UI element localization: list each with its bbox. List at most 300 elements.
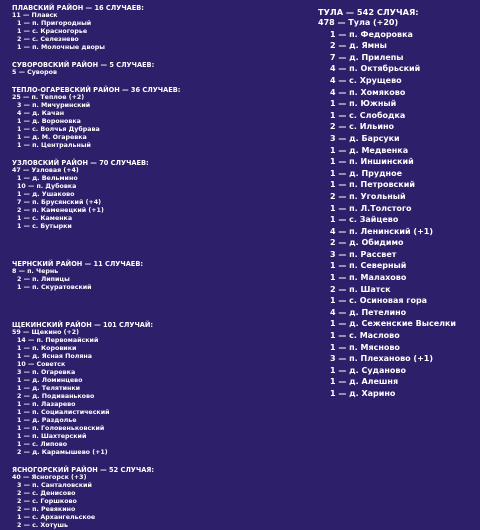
dash-separator: — xyxy=(21,284,33,291)
dash-separator: — xyxy=(21,433,33,440)
case-count: 4 xyxy=(330,307,336,317)
case-count: 2 xyxy=(17,207,22,214)
district-header: ЧЕРНСКИЙ РАЙОН — 11 СЛУЧАЕВ: xyxy=(12,260,143,268)
locality-name: п. Шатск xyxy=(349,284,391,294)
dash-separator: — xyxy=(21,353,33,360)
dash-separator: — xyxy=(335,29,350,39)
case-count: 2 xyxy=(17,490,22,497)
case-row xyxy=(318,237,478,249)
district-section xyxy=(12,159,237,231)
case-count: 7 xyxy=(17,199,22,206)
locality-name: д. Харино xyxy=(349,389,396,398)
case-count: 1 xyxy=(17,20,22,27)
dash-separator: — xyxy=(21,20,33,27)
left-column xyxy=(12,4,237,530)
dash-separator: — xyxy=(21,393,33,400)
locality-name: д. Петелино xyxy=(349,307,407,317)
dash-separator: — xyxy=(21,498,33,505)
dash-separator: — xyxy=(335,180,350,190)
locality-name: п. Центральный xyxy=(32,142,91,149)
dash-separator: — xyxy=(21,36,33,43)
dash-separator: — xyxy=(21,377,33,384)
dash-separator: — xyxy=(21,28,33,35)
dash-separator: — xyxy=(21,223,33,230)
locality-name: п. Чернь xyxy=(27,268,59,275)
case-row xyxy=(12,28,237,36)
case-count: 1 xyxy=(330,215,336,225)
locality-name: п. Ревякино xyxy=(32,506,76,513)
dash-separator: — xyxy=(335,354,350,364)
case-count: 1 xyxy=(17,118,22,125)
case-row xyxy=(318,40,478,52)
case-row xyxy=(12,474,237,482)
dash-separator: — xyxy=(20,474,32,481)
dash-separator: — xyxy=(20,94,32,101)
case-count: 2 xyxy=(17,393,22,400)
locality-name: п. Хомяково xyxy=(349,87,406,97)
case-row xyxy=(318,226,478,238)
case-row xyxy=(12,377,237,385)
case-count: 59 xyxy=(12,329,21,336)
case-row xyxy=(12,215,237,223)
locality-name: д. Алешня xyxy=(349,377,399,387)
case-row xyxy=(318,365,478,377)
locality-name: п. Дубовка xyxy=(36,183,77,190)
case-row xyxy=(12,276,237,284)
case-count: 2 xyxy=(330,238,336,248)
case-row xyxy=(12,191,237,199)
case-row xyxy=(318,87,478,99)
locality-name: п. Коровики xyxy=(32,345,77,352)
dash-separator: — xyxy=(335,273,350,283)
case-row xyxy=(318,98,478,110)
locality-name: п. Огаревка xyxy=(32,369,76,376)
case-row xyxy=(12,337,237,345)
case-count: 3 xyxy=(17,102,22,109)
case-row xyxy=(12,329,237,337)
case-count: 1 xyxy=(17,441,22,448)
locality-name: д. Барсуки xyxy=(349,133,400,143)
district-header: ТЕПЛО-ОГАРЕВСКИЙ РАЙОН — 36 СЛУЧАЕВ: xyxy=(12,86,181,94)
case-row xyxy=(12,199,237,207)
locality-name: д. Ямны xyxy=(349,41,387,51)
case-count: 3 xyxy=(17,482,22,489)
case-count: 3 xyxy=(330,249,336,259)
case-count: 1 xyxy=(17,433,22,440)
case-count: 1 xyxy=(17,514,22,521)
case-row xyxy=(318,145,478,157)
locality-name: д. Раздолье xyxy=(32,417,77,424)
case-count: 1 xyxy=(330,261,336,271)
case-count: 1 xyxy=(17,191,22,198)
locality-name: д. Прудное xyxy=(349,168,402,178)
dash-separator: — xyxy=(335,168,350,178)
case-row xyxy=(12,490,237,498)
locality-name: п. Северный xyxy=(349,261,407,271)
case-row xyxy=(12,175,237,183)
dash-separator: — xyxy=(335,133,350,143)
case-count: 2 xyxy=(17,498,22,505)
case-row xyxy=(318,330,478,342)
case-row xyxy=(318,203,478,215)
locality-name: п. Теплое (+2) xyxy=(31,94,85,101)
case-row xyxy=(318,260,478,272)
case-count: 2 xyxy=(17,506,22,513)
dash-separator: — xyxy=(21,175,33,182)
case-count: 1 xyxy=(17,385,22,392)
case-count: 3 xyxy=(330,133,336,143)
case-count: 2 xyxy=(17,522,22,529)
dash-separator: — xyxy=(21,118,33,125)
locality-name: Щекино (+2) xyxy=(31,329,80,336)
case-count: 1 xyxy=(330,99,336,109)
case-row xyxy=(12,167,237,175)
case-count: 1 xyxy=(330,331,336,341)
case-row xyxy=(318,63,478,75)
case-row xyxy=(12,401,237,409)
case-row xyxy=(12,425,237,433)
district-header: УЗЛОВСКИЙ РАЙОН — 70 СЛУЧАЕВ: xyxy=(12,159,149,167)
case-count: 3 xyxy=(17,369,22,376)
locality-name: Плавск xyxy=(31,12,58,19)
dash-separator: — xyxy=(20,12,32,19)
dash-separator: — xyxy=(335,203,350,213)
case-row xyxy=(12,12,237,20)
case-row xyxy=(12,223,237,231)
locality-name: п. Шахтерский xyxy=(32,433,87,440)
case-row xyxy=(318,179,478,191)
dash-separator: — xyxy=(21,142,33,149)
case-row xyxy=(318,295,478,307)
locality-name: д. Суданово xyxy=(349,365,406,375)
district-header: СУВОРОВСКИЙ РАЙОН — 5 СЛУЧАЕВ: xyxy=(12,61,155,69)
case-count: 1 xyxy=(17,44,22,51)
locality-name: Суворов xyxy=(27,69,57,76)
case-row xyxy=(12,441,237,449)
dash-separator: — xyxy=(335,41,350,51)
case-row xyxy=(12,207,237,215)
dash-separator: — xyxy=(335,52,350,62)
locality-name: Тула (+20) xyxy=(348,18,399,27)
dash-separator: — xyxy=(21,401,33,408)
case-count: 1 xyxy=(17,345,22,352)
case-row xyxy=(12,142,237,150)
case-count: 1 xyxy=(17,134,22,141)
district-section xyxy=(12,4,237,52)
case-count: 1 xyxy=(17,175,22,182)
case-count: 7 xyxy=(330,52,336,62)
dash-separator: — xyxy=(21,425,33,432)
locality-name: п. Ленинский (+1) xyxy=(349,226,433,236)
dash-separator: — xyxy=(21,215,33,222)
locality-name: д. Качан xyxy=(32,110,65,117)
locality-name: п. Плеханово (+1) xyxy=(349,354,433,364)
case-count: 2 xyxy=(330,191,336,201)
case-row xyxy=(318,52,478,64)
case-row xyxy=(12,268,237,276)
case-row xyxy=(12,36,237,44)
case-count: 1 xyxy=(330,168,336,178)
dash-separator: — xyxy=(335,331,350,341)
case-row xyxy=(12,118,237,126)
locality-name: д. М. Огаревка xyxy=(32,134,87,141)
case-row xyxy=(318,168,478,180)
locality-name: д. Карамышево (+1) xyxy=(32,449,108,456)
dash-separator: — xyxy=(21,417,33,424)
case-row xyxy=(318,133,478,145)
locality-name: п. Угольный xyxy=(349,191,406,201)
dash-separator: — xyxy=(16,268,28,275)
case-count: 1 xyxy=(330,29,336,39)
locality-name: с. Слободка xyxy=(349,110,406,120)
case-row xyxy=(318,121,478,133)
locality-name: д. Ясная Поляна xyxy=(32,353,93,360)
dash-separator: — xyxy=(21,44,33,51)
dash-separator: — xyxy=(21,514,33,521)
dash-separator: — xyxy=(21,490,33,497)
case-row xyxy=(12,369,237,377)
case-row xyxy=(12,361,237,369)
case-count: 2 xyxy=(17,276,22,283)
locality-name: с. Липово xyxy=(32,441,68,448)
dash-separator: — xyxy=(335,99,350,109)
case-row xyxy=(318,75,478,87)
locality-name: с. Волчья Дубрава xyxy=(32,126,100,133)
case-count: 1 xyxy=(330,342,336,352)
case-row xyxy=(12,345,237,353)
dash-separator: — xyxy=(335,215,350,225)
locality-name: п. Молочные дворы xyxy=(32,44,105,51)
case-count: 1 xyxy=(330,377,336,387)
locality-name: Советск xyxy=(36,361,66,368)
dash-separator: — xyxy=(335,284,350,294)
case-count: 478 xyxy=(318,18,335,27)
case-count: 8 xyxy=(12,268,17,275)
case-count: 14 xyxy=(17,337,26,344)
case-row xyxy=(318,156,478,168)
dash-separator: — xyxy=(21,441,33,448)
locality-name: п. Липицы xyxy=(32,276,70,283)
right-column xyxy=(318,7,478,400)
case-count: 1 xyxy=(330,203,336,213)
locality-name: п. Южный xyxy=(349,99,397,109)
locality-name: п. Петровский xyxy=(349,180,415,190)
case-row xyxy=(318,110,478,122)
case-row xyxy=(318,353,478,365)
case-count: 1 xyxy=(330,273,336,283)
dash-separator: — xyxy=(335,249,350,259)
locality-name: с. Зайцево xyxy=(349,215,399,225)
locality-name: с. Хрущево xyxy=(349,75,402,85)
locality-name: с. Селезнево xyxy=(32,36,79,43)
locality-name: д. Сежeнские Выселки xyxy=(349,319,457,329)
case-count: 11 xyxy=(12,12,21,19)
dash-separator: — xyxy=(21,345,33,352)
case-count: 1 xyxy=(17,377,22,384)
dash-separator: — xyxy=(21,102,33,109)
dash-separator: — xyxy=(335,389,350,398)
dash-separator: — xyxy=(335,145,350,155)
case-count: 2 xyxy=(330,122,336,132)
case-row xyxy=(12,506,237,514)
case-count: 40 xyxy=(12,474,21,481)
dash-separator: — xyxy=(335,307,350,317)
dash-separator: — xyxy=(335,238,350,248)
dash-separator: — xyxy=(21,482,33,489)
locality-name: п. Каменецкий (+1) xyxy=(32,207,104,214)
locality-name: с. Горшково xyxy=(32,498,77,505)
dash-separator: — xyxy=(25,361,37,368)
dash-separator: — xyxy=(21,276,33,283)
dash-separator: — xyxy=(21,134,33,141)
dash-separator: — xyxy=(21,449,33,456)
case-count: 1 xyxy=(330,365,336,375)
district-section xyxy=(12,466,237,530)
case-count: 1 xyxy=(330,319,336,329)
locality-name: п. Пригородный xyxy=(32,20,92,27)
case-count: 4 xyxy=(330,64,336,74)
case-row xyxy=(12,522,237,530)
case-row xyxy=(12,393,237,401)
case-count: 4 xyxy=(330,75,336,85)
case-count: 1 xyxy=(330,145,336,155)
locality-name: д. Ушаково xyxy=(32,191,75,198)
locality-name: п. Первомайский xyxy=(36,337,99,344)
dash-separator: — xyxy=(335,377,350,387)
locality-name: п. Октябрьский xyxy=(349,64,421,74)
case-count: 1 xyxy=(330,157,336,167)
case-count: 1 xyxy=(17,417,22,424)
locality-name: д. Телятинки xyxy=(32,385,81,392)
case-count: 1 xyxy=(17,223,22,230)
case-count: 10 xyxy=(17,361,26,368)
locality-name: с. Осиновая гора xyxy=(349,296,428,306)
locality-name: п. Мясново xyxy=(349,342,400,352)
case-row xyxy=(318,307,478,319)
dash-separator: — xyxy=(21,110,33,117)
case-count: 1 xyxy=(17,353,22,360)
case-row xyxy=(318,191,478,203)
case-count: 1 xyxy=(330,110,336,120)
case-row xyxy=(12,134,237,142)
locality-name: с. Денисово xyxy=(32,490,76,497)
locality-name: п. Рассвет xyxy=(349,249,397,259)
dash-separator: — xyxy=(21,506,33,513)
dash-separator: — xyxy=(20,329,32,336)
case-count: 1 xyxy=(17,401,22,408)
case-row xyxy=(12,20,237,28)
case-count: 25 xyxy=(12,94,21,101)
case-count: 1 xyxy=(330,296,336,306)
locality-name: с. Красногорье xyxy=(32,28,88,35)
district-section xyxy=(12,260,237,292)
district-header: ПЛАВСКИЙ РАЙОН — 16 СЛУЧАЕВ: xyxy=(12,4,144,12)
case-row xyxy=(318,249,478,261)
case-count: 2 xyxy=(330,284,336,294)
dash-separator: — xyxy=(335,365,350,375)
locality-name: Ясногорск (+3) xyxy=(31,474,87,481)
case-row xyxy=(12,284,237,292)
locality-name: д. Прилепы xyxy=(349,52,404,62)
locality-name: с. Архангельское xyxy=(32,514,96,521)
dash-separator: — xyxy=(16,69,28,76)
locality-name: д. Ломинцево xyxy=(32,377,83,384)
district-header: ЩЕКИНСКИЙ РАЙОН — 101 СЛУЧАЙ: xyxy=(12,321,154,329)
dash-separator: — xyxy=(335,261,350,271)
case-row xyxy=(12,498,237,506)
case-count: 1 xyxy=(17,126,22,133)
case-count: 4 xyxy=(17,110,22,117)
dash-separator: — xyxy=(21,369,33,376)
dash-separator: — xyxy=(21,409,33,416)
case-count: 10 xyxy=(17,183,26,190)
locality-name: п. Федоровка xyxy=(349,29,413,39)
dash-separator: — xyxy=(335,110,350,120)
dash-separator: — xyxy=(335,64,350,74)
case-row xyxy=(318,388,478,400)
case-row xyxy=(318,17,478,29)
case-row xyxy=(318,318,478,330)
locality-name: с. Маслово xyxy=(349,331,400,341)
case-row xyxy=(318,29,478,41)
case-row xyxy=(12,385,237,393)
district-section xyxy=(12,321,237,457)
case-row xyxy=(12,449,237,457)
locality-name: с. Хотушь xyxy=(32,522,68,529)
case-row xyxy=(12,183,237,191)
locality-name: д. Медвенка xyxy=(349,145,409,155)
dash-separator: — xyxy=(335,296,350,306)
case-row xyxy=(12,94,237,102)
dash-separator: — xyxy=(335,191,350,201)
locality-name: д. Обидимо xyxy=(349,238,404,248)
case-count: 2 xyxy=(17,36,22,43)
locality-name: п. Головеньковский xyxy=(32,425,105,432)
case-row xyxy=(318,214,478,226)
locality-name: с. Ильино xyxy=(349,122,394,132)
locality-name: д. Вельмино xyxy=(32,175,78,182)
case-row xyxy=(12,409,237,417)
dash-separator: — xyxy=(334,18,349,27)
locality-name: п. Иншинский xyxy=(349,157,414,167)
case-row xyxy=(318,342,478,354)
dash-separator: — xyxy=(21,385,33,392)
case-count: 3 xyxy=(330,354,336,364)
case-row xyxy=(12,110,237,118)
case-row xyxy=(12,514,237,522)
case-row xyxy=(12,102,237,110)
case-count: 2 xyxy=(330,41,336,51)
case-row xyxy=(12,482,237,490)
locality-name: п. Лазарево xyxy=(32,401,76,408)
dash-separator: — xyxy=(20,167,32,174)
case-row xyxy=(318,376,478,388)
dash-separator: — xyxy=(335,75,350,85)
dash-separator: — xyxy=(335,226,350,236)
case-count: 1 xyxy=(17,284,22,291)
dash-separator: — xyxy=(21,199,33,206)
case-count: 1 xyxy=(17,425,22,432)
locality-name: п. Скуратовский xyxy=(32,284,92,291)
case-count: 4 xyxy=(330,87,336,97)
district-section xyxy=(12,61,237,77)
district-header: ЯСНОГОРСКИЙ РАЙОН — 52 СЛУЧАЯ: xyxy=(12,466,155,474)
dash-separator: — xyxy=(21,126,33,133)
locality-name: д. Подиваньково xyxy=(32,393,95,400)
district-section xyxy=(12,86,237,150)
case-row xyxy=(12,126,237,134)
locality-name: п. Социалистический xyxy=(32,409,110,416)
